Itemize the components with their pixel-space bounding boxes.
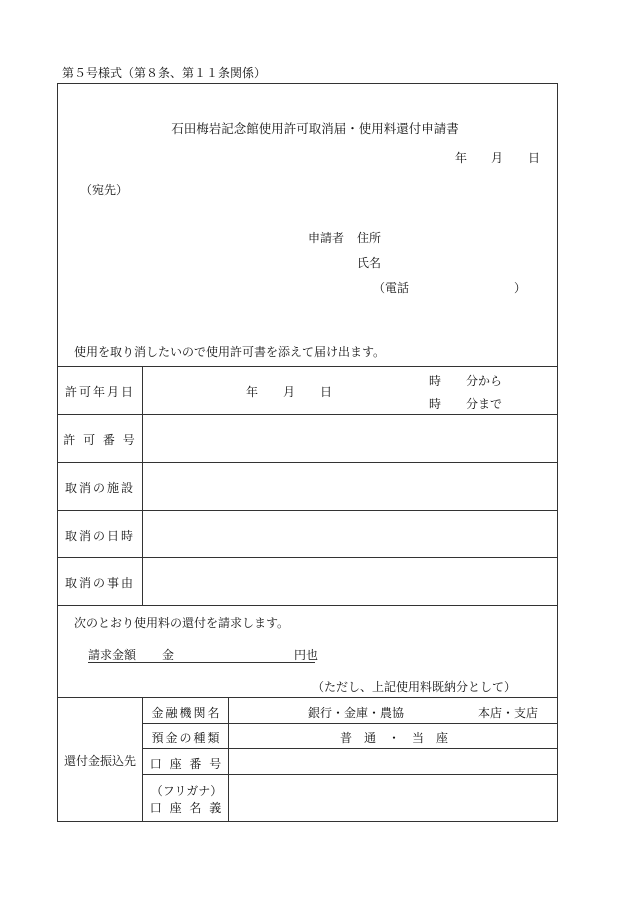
cancel-notice: 使用を取り消したいので使用許可書を添えて届け出ます。	[74, 345, 386, 359]
furigana-label: （フリガナ）	[150, 784, 223, 798]
divider	[142, 723, 558, 724]
form-title: 石田梅岩記念館使用許可取消届・使用料還付申請書	[171, 121, 459, 136]
date-year: 年	[455, 151, 468, 165]
permit-minute-until: 分まで	[466, 397, 503, 411]
permit-year: 年	[246, 385, 259, 399]
account-name-label: 口 座 名 義	[149, 801, 224, 815]
divider	[228, 697, 229, 822]
account-number-label: 口 座 番 号	[149, 757, 224, 771]
amount-suffix: 円也	[294, 648, 319, 662]
divider	[142, 366, 143, 605]
divider	[57, 697, 558, 698]
permit-hour-until: 時	[429, 397, 442, 411]
divider	[57, 366, 558, 367]
permit-minute-from: 分から	[466, 374, 503, 388]
amount-label: 請求金額	[88, 648, 137, 662]
facility-label: 取消の施設	[64, 481, 135, 495]
refund-note: （ただし、上記使用料既納分として）	[312, 680, 517, 694]
permit-month: 月	[283, 385, 296, 399]
amount-prefix: 金	[162, 648, 175, 662]
phone-close: ）	[514, 281, 527, 295]
divider	[57, 462, 558, 463]
divider	[57, 605, 558, 606]
cancel-reason-label: 取消の事由	[64, 576, 135, 590]
branch-types: 本店・支店	[478, 706, 539, 720]
divider	[142, 697, 143, 822]
divider	[142, 774, 558, 775]
phone-open: （電話	[373, 281, 410, 295]
address-label: 住所	[357, 231, 382, 245]
divider	[57, 510, 558, 511]
deposit-label: 預金の種類	[151, 731, 222, 745]
refund-notice: 次のとおり使用料の還付を請求します。	[74, 616, 290, 630]
permit-number-label: 許 可 番 号	[63, 433, 137, 447]
divider	[57, 557, 558, 558]
permit-date-label: 許可年月日	[64, 385, 135, 399]
form-number: 第５号様式（第８条、第１１条関係）	[62, 66, 267, 80]
permit-day: 日	[320, 385, 333, 399]
bank-types: 銀行・金庫・農協	[308, 706, 405, 720]
date-month: 月	[491, 151, 504, 165]
transfer-label: 還付金振込先	[63, 754, 136, 768]
permit-hour-from: 時	[429, 374, 442, 388]
divider	[142, 748, 558, 749]
addressee: （宛先）	[80, 183, 129, 197]
divider	[57, 414, 558, 415]
deposit-types: 普 通 ・ 当 座	[340, 731, 449, 745]
bank-label: 金融機関名	[151, 706, 222, 720]
date-day: 日	[528, 151, 541, 165]
cancel-datetime-label: 取消の日時	[64, 529, 135, 543]
applicant-label: 申請者	[308, 231, 345, 245]
name-label: 氏名	[357, 256, 382, 270]
